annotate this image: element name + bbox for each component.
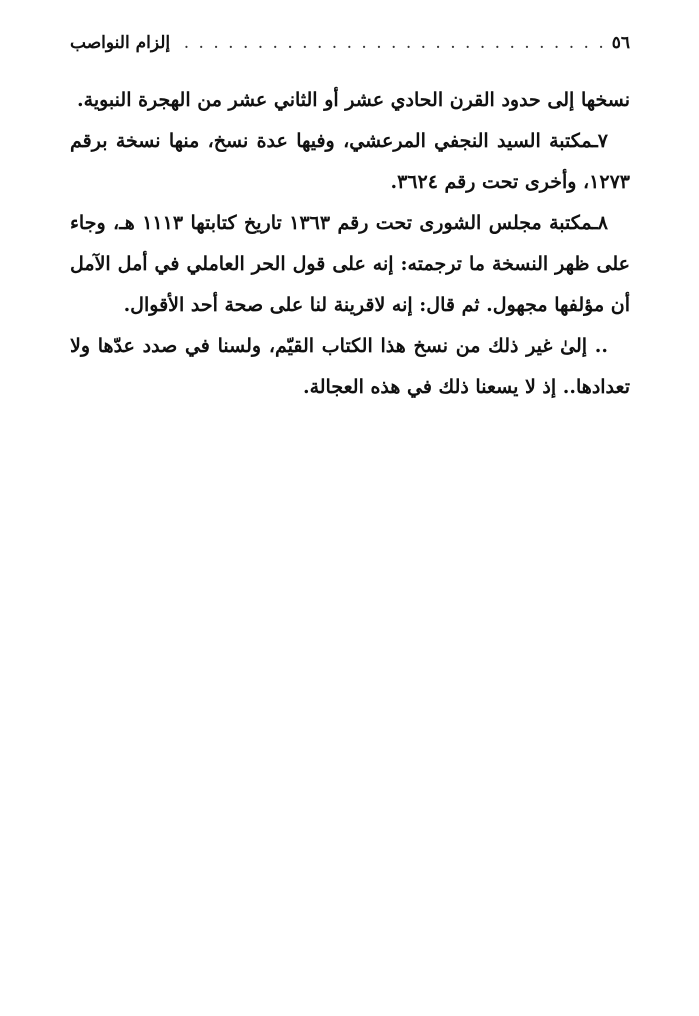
page-number: ٥٦	[611, 33, 630, 53]
book-title: إلزام النواصب	[70, 33, 171, 53]
body-text	[70, 80, 630, 408]
paragraph: .. إلىٰ غير ذلك من نسخ هذا الكتاب القيّم، ولسنا في صدد عدّها ولا تعدادها.. إذ لا يسعنا ذلك في هذه العجالة.	[70, 335, 630, 398]
paragraph: نسخها إلى حدود القرن الحادي عشر أو الثاني عشر من الهجرة النبوية.	[77, 89, 630, 111]
paragraph: ٨ـمكتبة مجلس الشورى تحت رقم ١٣٦٣ تاريخ كتابتها ١١١٣ هـ، وجاء على ظهر النسخة ما ترجمته: إنه على قول الحر العاملي في أمل الآمل أن مؤلفها مجهول. ثم قال: إنه لاقرينة لنا على صحة أحد الأقوال.	[70, 212, 630, 316]
header-leader-dots	[176, 33, 606, 53]
running-header	[70, 28, 630, 58]
paragraph: ٧ـمكتبة السيد النجفي المرعشي، وفيها عدة نسخ، منها نسخة برقم ١٢٧٣، وأخرى تحت رقم ٣٦٢٤.	[70, 130, 630, 193]
